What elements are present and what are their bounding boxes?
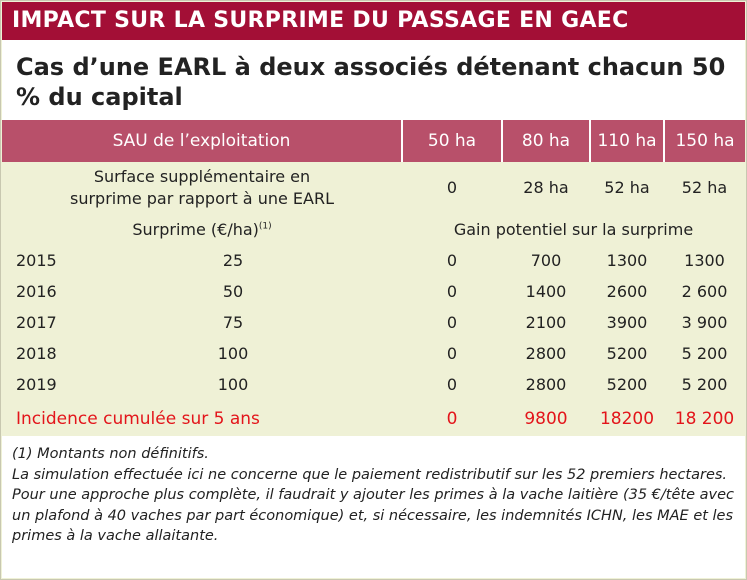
surface-label: Surface supplémentaire en surprime par rapport à une EARL (70, 167, 334, 208)
cell: 5200 (606, 375, 648, 394)
surprime-cell: 100 (217, 375, 249, 394)
header-col: 50 ha (402, 120, 502, 162)
table-row (2, 338, 745, 369)
cell: 52 ha (604, 178, 650, 197)
year-cell: 2015 (16, 251, 57, 270)
cell: 28 ha (523, 178, 569, 197)
header-col: 80 ha (502, 120, 590, 162)
header-sau: SAU de l’exploitation (2, 120, 402, 162)
surprime-cell: 75 (222, 313, 244, 332)
cell: 1300 (606, 251, 648, 270)
total-cell: 9800 (524, 409, 568, 429)
surprime-header (2, 214, 402, 245)
cell: 5 200 (681, 375, 728, 394)
table-row (2, 245, 745, 276)
cell: 0 (446, 178, 458, 197)
footnotes (2, 436, 745, 578)
cell: 0 (446, 251, 458, 270)
cell: 0 (446, 375, 458, 394)
cell: 1400 (525, 282, 567, 301)
total-cell: 18 200 (674, 409, 735, 429)
footnote-ref: (1) (258, 221, 272, 232)
footnote-1: (1) Montants non définitifs. (12, 446, 209, 462)
cell: 700 (530, 251, 562, 270)
header-col: 150 ha (664, 120, 745, 162)
footnote-2: La simulation effectuée ici ne concerne que le paiement redistributif sur les 52 premiers hectares. Pour une approche plus complète, il faudrait y ajouter les primes à la vache laitière (35 €/tête avec un plafond à 40 vaches par part économique) et, si nécessaire, les indemnités ICHN, les MAE et les primes à la vache allaitante. (12, 466, 734, 544)
cell: 2100 (525, 313, 567, 332)
year-cell: 2017 (16, 313, 57, 332)
total-cell: 0 (446, 409, 458, 429)
cell: 0 (446, 313, 458, 332)
cell: 0 (446, 344, 458, 363)
cell: 0 (446, 282, 458, 301)
total-cell: 18200 (599, 409, 655, 429)
header-row (2, 120, 745, 162)
cell: 3900 (606, 313, 648, 332)
cell: 5200 (606, 344, 648, 363)
total-row (2, 400, 745, 438)
surprime-cell: 100 (217, 344, 249, 363)
year-cell: 2016 (16, 282, 57, 301)
table-row (2, 369, 745, 400)
cell: 2800 (525, 344, 567, 363)
year-cell: 2019 (16, 375, 57, 394)
cell: 2800 (525, 375, 567, 394)
cell: 3 900 (681, 313, 728, 332)
banner-title: IMPACT SUR LA SURPRIME DU PASSAGE EN GAEC (2, 2, 745, 40)
gain-header: Gain potentiel sur la surprime (453, 220, 694, 239)
table-area (2, 120, 745, 436)
cell: 2 600 (681, 282, 728, 301)
table-row (2, 276, 745, 307)
subtitle: Cas d’une EARL à deux associés détenant chacun 50 % du capital (2, 40, 745, 120)
surface-row (2, 162, 745, 214)
table-row (2, 307, 745, 338)
surprime-header-label: Surprime (€/ha) (132, 220, 259, 239)
surprime-cell: 25 (222, 251, 244, 270)
cell: 2600 (606, 282, 648, 301)
header-col: 110 ha (590, 120, 664, 162)
surprime-table (2, 120, 745, 438)
year-cell: 2018 (16, 344, 57, 363)
cell: 52 ha (681, 178, 728, 197)
subheader-row (2, 214, 745, 245)
surprime-cell: 50 (222, 282, 244, 301)
total-label: Incidence cumulée sur 5 ans (16, 409, 260, 429)
cell: 5 200 (681, 344, 728, 363)
cell: 1300 (684, 251, 725, 270)
